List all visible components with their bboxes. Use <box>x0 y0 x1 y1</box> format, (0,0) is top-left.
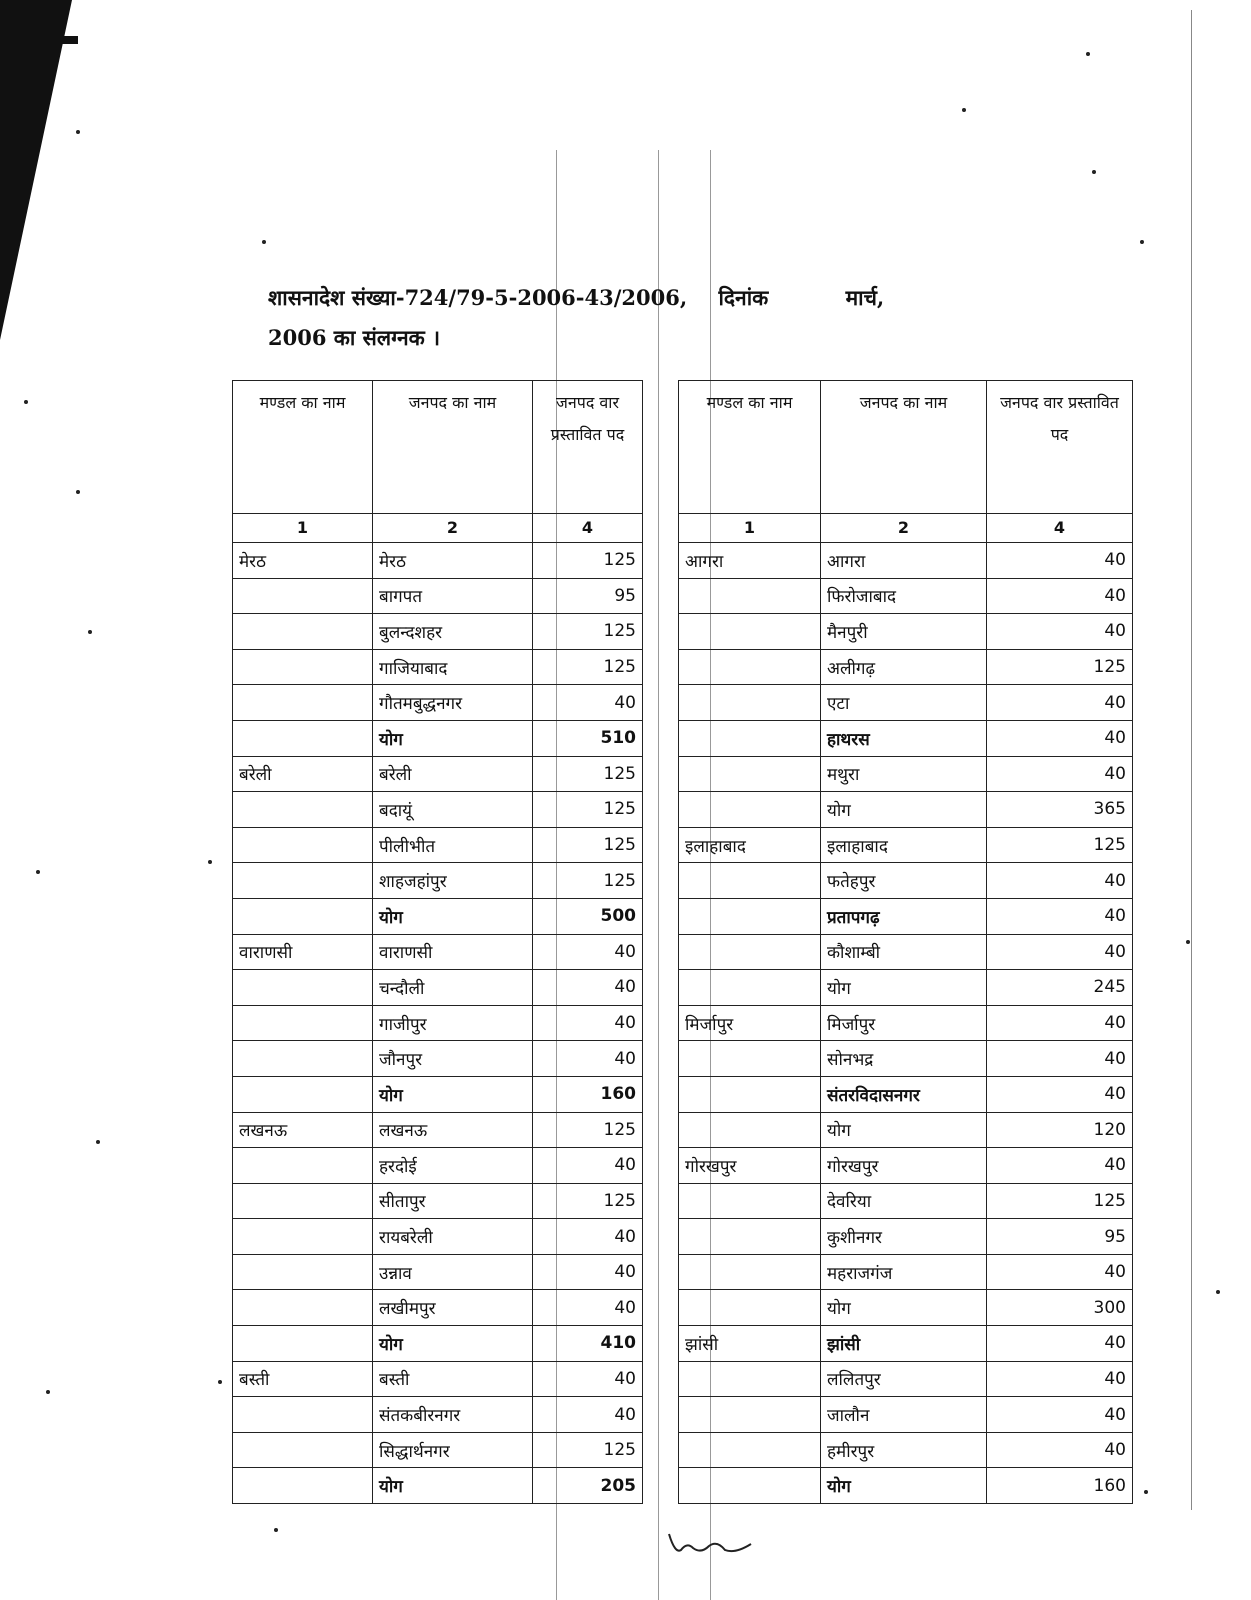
district-cell: जालौन <box>821 1397 987 1433</box>
district-cell: योग <box>821 1112 987 1148</box>
district-cell: हाथरस <box>821 720 987 756</box>
division-cell <box>679 792 821 828</box>
district-cell: मैनपुरी <box>821 614 987 650</box>
column-number: 2 <box>821 514 987 543</box>
posts-cell: 40 <box>533 1397 643 1433</box>
table-row <box>233 1432 1133 1468</box>
table-row <box>233 1076 1133 1112</box>
column-gap <box>643 898 679 934</box>
posts-cell: 125 <box>533 543 643 579</box>
scan-speck <box>76 490 80 494</box>
division-cell <box>233 792 373 828</box>
division-cell <box>679 578 821 614</box>
division-cell: आगरा <box>679 543 821 579</box>
posts-cell: 40 <box>987 1254 1133 1290</box>
posts-cell: 410 <box>533 1326 643 1362</box>
column-gap <box>643 1254 679 1290</box>
district-cell: योग <box>821 1468 987 1504</box>
scan-speck <box>274 1528 278 1532</box>
table-row <box>233 756 1133 792</box>
division-cell <box>233 614 373 650</box>
posts-cell: 40 <box>533 1361 643 1397</box>
column-number: 2 <box>373 514 533 543</box>
posts-cell: 40 <box>533 1041 643 1077</box>
posts-cell: 125 <box>533 614 643 650</box>
posts-cell: 125 <box>533 756 643 792</box>
posts-cell: 40 <box>533 934 643 970</box>
posts-cell: 40 <box>533 685 643 721</box>
table-row <box>233 792 1133 828</box>
division-cell <box>233 1432 373 1468</box>
district-cell: योग <box>821 970 987 1006</box>
posts-cell: 125 <box>987 827 1133 863</box>
posts-cell: 125 <box>533 827 643 863</box>
table-row <box>233 1005 1133 1041</box>
table-row <box>233 1254 1133 1290</box>
scan-edge-shadow-top <box>0 36 78 44</box>
posts-cell: 40 <box>987 1148 1133 1184</box>
posts-cell: 160 <box>987 1468 1133 1504</box>
column-gap <box>643 1361 679 1397</box>
table-body <box>233 543 1133 1504</box>
division-cell <box>679 863 821 899</box>
district-cell: ललितपुर <box>821 1361 987 1397</box>
district-cell: झांसी <box>821 1326 987 1362</box>
column-number: 1 <box>679 514 821 543</box>
division-cell: झांसी <box>679 1326 821 1362</box>
posts-cell: 160 <box>533 1076 643 1112</box>
scan-speck <box>1144 1490 1148 1494</box>
scan-speck <box>1092 170 1096 174</box>
division-cell <box>679 1432 821 1468</box>
column-gap <box>643 1290 679 1326</box>
district-cell: बदायूं <box>373 792 533 828</box>
posts-cell: 95 <box>987 1219 1133 1255</box>
table-row <box>233 1290 1133 1326</box>
table-row <box>233 863 1133 899</box>
division-cell <box>233 1290 373 1326</box>
table-row <box>233 1397 1133 1433</box>
header-posts-right: जनपद वार प्रस्तावित पद <box>987 381 1133 514</box>
table-header-row <box>233 381 1133 514</box>
division-cell <box>679 1076 821 1112</box>
division-cell <box>233 970 373 1006</box>
division-cell <box>679 614 821 650</box>
division-cell <box>233 1148 373 1184</box>
posts-cell: 120 <box>987 1112 1133 1148</box>
district-cell: देवरिया <box>821 1183 987 1219</box>
table-row <box>233 1183 1133 1219</box>
district-cell: फिरोजाबाद <box>821 578 987 614</box>
posts-cell: 40 <box>987 685 1133 721</box>
column-gap <box>643 934 679 970</box>
posts-cell: 40 <box>987 1361 1133 1397</box>
table-row <box>233 827 1133 863</box>
district-cell: बस्ती <box>373 1361 533 1397</box>
district-cell: गोरखपुर <box>821 1148 987 1184</box>
posts-cell: 300 <box>987 1290 1133 1326</box>
district-cell: इलाहाबाद <box>821 827 987 863</box>
posts-cell: 40 <box>987 1041 1133 1077</box>
posts-cell: 510 <box>533 720 643 756</box>
posts-cell: 125 <box>533 1432 643 1468</box>
division-cell <box>679 1468 821 1504</box>
posts-cell: 40 <box>533 1290 643 1326</box>
scan-speck <box>262 240 266 244</box>
column-gap <box>643 1148 679 1184</box>
column-gap <box>643 863 679 899</box>
initials-signature <box>665 1530 755 1556</box>
district-cell: कुशीनगर <box>821 1219 987 1255</box>
table-row <box>233 1219 1133 1255</box>
posts-cell: 125 <box>533 863 643 899</box>
posts-cell: 40 <box>533 970 643 1006</box>
division-cell <box>679 934 821 970</box>
district-cell: संतकबीरनगर <box>373 1397 533 1433</box>
table-row <box>233 1041 1133 1077</box>
scan-speck <box>46 1390 50 1394</box>
posts-cell: 40 <box>987 1397 1133 1433</box>
division-cell <box>233 1005 373 1041</box>
division-cell: बस्ती <box>233 1361 373 1397</box>
district-cell: बुलन्दशहर <box>373 614 533 650</box>
posts-cell: 95 <box>533 578 643 614</box>
division-cell <box>233 1397 373 1433</box>
district-cell: योग <box>821 1290 987 1326</box>
division-cell <box>233 649 373 685</box>
district-cell: मथुरा <box>821 756 987 792</box>
column-gap <box>643 1219 679 1255</box>
scan-speck <box>24 400 28 404</box>
table-row <box>233 1468 1133 1504</box>
table-row <box>233 1326 1133 1362</box>
division-cell <box>679 1290 821 1326</box>
division-cell: इलाहाबाद <box>679 827 821 863</box>
division-cell <box>679 649 821 685</box>
posts-cell: 40 <box>987 934 1133 970</box>
table-row <box>233 1112 1133 1148</box>
district-cell: उन्नाव <box>373 1254 533 1290</box>
header-district-right: जनपद का नाम <box>821 381 987 514</box>
posts-cell: 125 <box>987 649 1133 685</box>
division-cell <box>233 720 373 756</box>
posts-cell: 245 <box>987 970 1133 1006</box>
posts-cell: 40 <box>533 1219 643 1255</box>
posts-cell: 40 <box>987 1005 1133 1041</box>
column-gap <box>643 1183 679 1219</box>
district-cell: जौनपुर <box>373 1041 533 1077</box>
posts-cell: 500 <box>533 898 643 934</box>
column-gap <box>643 649 679 685</box>
district-cell: योग <box>373 898 533 934</box>
division-cell <box>679 970 821 1006</box>
heading-line-2: 2006 का संलग्नक । <box>268 325 441 350</box>
division-cell <box>233 685 373 721</box>
column-gap <box>643 514 679 543</box>
district-cell: बागपत <box>373 578 533 614</box>
division-cell <box>679 685 821 721</box>
posts-cell: 40 <box>987 863 1133 899</box>
order-reference: शासनादेश संख्या-724/79-5-2006-43/2006, <box>268 285 688 310</box>
district-cell: लखनऊ <box>373 1112 533 1148</box>
district-cell: चन्दौली <box>373 970 533 1006</box>
division-cell <box>679 720 821 756</box>
column-number: 4 <box>987 514 1133 543</box>
column-number-row <box>233 514 1133 543</box>
column-gap <box>643 1468 679 1504</box>
table-row <box>233 543 1133 579</box>
division-cell: वाराणसी <box>233 934 373 970</box>
district-cell: हरदोई <box>373 1148 533 1184</box>
posts-cell: 40 <box>987 1432 1133 1468</box>
header-posts: जनपद वार प्रस्तावित पद <box>533 381 643 514</box>
district-cell: सिद्धार्थनगर <box>373 1432 533 1468</box>
division-cell <box>679 1361 821 1397</box>
division-cell <box>233 1326 373 1362</box>
division-cell <box>233 1254 373 1290</box>
column-gap <box>643 756 679 792</box>
district-cell: शाहजहांपुर <box>373 863 533 899</box>
posts-cell: 40 <box>533 1148 643 1184</box>
district-cell: गाजीपुर <box>373 1005 533 1041</box>
district-cell: गाजियाबाद <box>373 649 533 685</box>
column-gap <box>643 614 679 650</box>
column-gap <box>643 1326 679 1362</box>
district-cell: आगरा <box>821 543 987 579</box>
posts-cell: 40 <box>987 1076 1133 1112</box>
scan-speck <box>36 870 40 874</box>
posts-cell: 40 <box>987 1326 1133 1362</box>
scan-speck <box>1086 52 1090 56</box>
division-cell <box>233 1041 373 1077</box>
scan-speck <box>208 860 212 864</box>
district-cell: सीतापुर <box>373 1183 533 1219</box>
scan-speck <box>1140 240 1144 244</box>
posts-cell: 125 <box>533 649 643 685</box>
division-cell: मेरठ <box>233 543 373 579</box>
district-cell: गौतमबुद्धनगर <box>373 685 533 721</box>
district-cell: संतरविदासनगर <box>821 1076 987 1112</box>
header-division-right: मण्डल का नाम <box>679 381 821 514</box>
scan-speck <box>88 630 92 634</box>
scan-speck <box>218 1380 222 1384</box>
table-row <box>233 720 1133 756</box>
column-gap <box>643 1397 679 1433</box>
district-cell: पीलीभीत <box>373 827 533 863</box>
division-cell <box>233 1183 373 1219</box>
column-gap <box>643 543 679 579</box>
posts-cell: 205 <box>533 1468 643 1504</box>
table-row <box>233 578 1133 614</box>
division-cell <box>233 863 373 899</box>
column-gap <box>643 792 679 828</box>
table-row <box>233 685 1133 721</box>
posts-cell: 125 <box>987 1183 1133 1219</box>
column-gap <box>643 685 679 721</box>
table-row <box>233 1148 1133 1184</box>
district-cell: रायबरेली <box>373 1219 533 1255</box>
posts-cell: 40 <box>987 898 1133 934</box>
division-cell: बरेली <box>233 756 373 792</box>
division-cell: मिर्जापुर <box>679 1005 821 1041</box>
posts-cell: 40 <box>987 756 1133 792</box>
district-cell: फतेहपुर <box>821 863 987 899</box>
posts-table <box>232 380 1133 1504</box>
district-cell: सोनभद्र <box>821 1041 987 1077</box>
posts-cell: 125 <box>533 1112 643 1148</box>
scan-speck <box>1186 940 1190 944</box>
district-cell: योग <box>373 1468 533 1504</box>
posts-cell: 40 <box>987 614 1133 650</box>
scan-edge-shadow <box>0 0 72 340</box>
month-label: मार्च, <box>845 285 885 310</box>
header-district: जनपद का नाम <box>373 381 533 514</box>
division-cell <box>233 578 373 614</box>
posts-cell: 40 <box>987 578 1133 614</box>
district-cell: बरेली <box>373 756 533 792</box>
division-cell <box>679 1219 821 1255</box>
district-cell: लखीमपुर <box>373 1290 533 1326</box>
district-cell: वाराणसी <box>373 934 533 970</box>
column-gap <box>643 970 679 1006</box>
district-cell: हमीरपुर <box>821 1432 987 1468</box>
division-cell: गोरखपुर <box>679 1148 821 1184</box>
column-gap <box>643 1041 679 1077</box>
division-cell <box>679 1112 821 1148</box>
table-row <box>233 970 1133 1006</box>
district-cell: योग <box>373 1076 533 1112</box>
division-cell <box>233 898 373 934</box>
posts-cell: 40 <box>987 543 1133 579</box>
scan-speck <box>1216 1290 1220 1294</box>
posts-cell: 125 <box>533 1183 643 1219</box>
district-cell: महराजगंज <box>821 1254 987 1290</box>
district-cell: योग <box>373 1326 533 1362</box>
column-gap <box>643 578 679 614</box>
division-cell <box>679 1397 821 1433</box>
district-cell: मेरठ <box>373 543 533 579</box>
date-label: दिनांक <box>718 285 769 310</box>
division-cell: लखनऊ <box>233 1112 373 1148</box>
division-cell <box>679 756 821 792</box>
division-cell <box>679 1041 821 1077</box>
document-heading <box>268 278 1088 358</box>
division-cell <box>679 1254 821 1290</box>
page-edge-line <box>1191 10 1192 1510</box>
heading-line-1 <box>268 278 1088 318</box>
column-gap <box>643 1076 679 1112</box>
column-gap <box>643 720 679 756</box>
district-cell: योग <box>821 792 987 828</box>
posts-cell: 125 <box>533 792 643 828</box>
posts-cell: 40 <box>533 1005 643 1041</box>
district-cell: मिर्जापुर <box>821 1005 987 1041</box>
table-row <box>233 649 1133 685</box>
column-number: 1 <box>233 514 373 543</box>
column-gap <box>643 827 679 863</box>
posts-cell: 40 <box>533 1254 643 1290</box>
posts-cell: 40 <box>987 720 1133 756</box>
table-row <box>233 614 1133 650</box>
division-cell <box>679 1183 821 1219</box>
division-cell <box>233 827 373 863</box>
header-division: मण्डल का नाम <box>233 381 373 514</box>
district-cell: एटा <box>821 685 987 721</box>
district-cell: योग <box>373 720 533 756</box>
column-gap <box>643 1432 679 1468</box>
column-gap <box>643 1112 679 1148</box>
division-cell <box>233 1076 373 1112</box>
scan-speck <box>96 1140 100 1144</box>
district-cell: अलीगढ़ <box>821 649 987 685</box>
table-row <box>233 898 1133 934</box>
division-cell <box>233 1219 373 1255</box>
column-number: 4 <box>533 514 643 543</box>
posts-cell: 365 <box>987 792 1133 828</box>
scan-speck <box>76 130 80 134</box>
district-cell: प्रतापगढ़ <box>821 898 987 934</box>
division-cell <box>679 898 821 934</box>
district-cell: कौशाम्बी <box>821 934 987 970</box>
scan-speck <box>962 108 966 112</box>
division-cell <box>233 1468 373 1504</box>
column-gap <box>643 1005 679 1041</box>
column-gap <box>643 381 679 514</box>
table-row <box>233 934 1133 970</box>
table-row <box>233 1361 1133 1397</box>
